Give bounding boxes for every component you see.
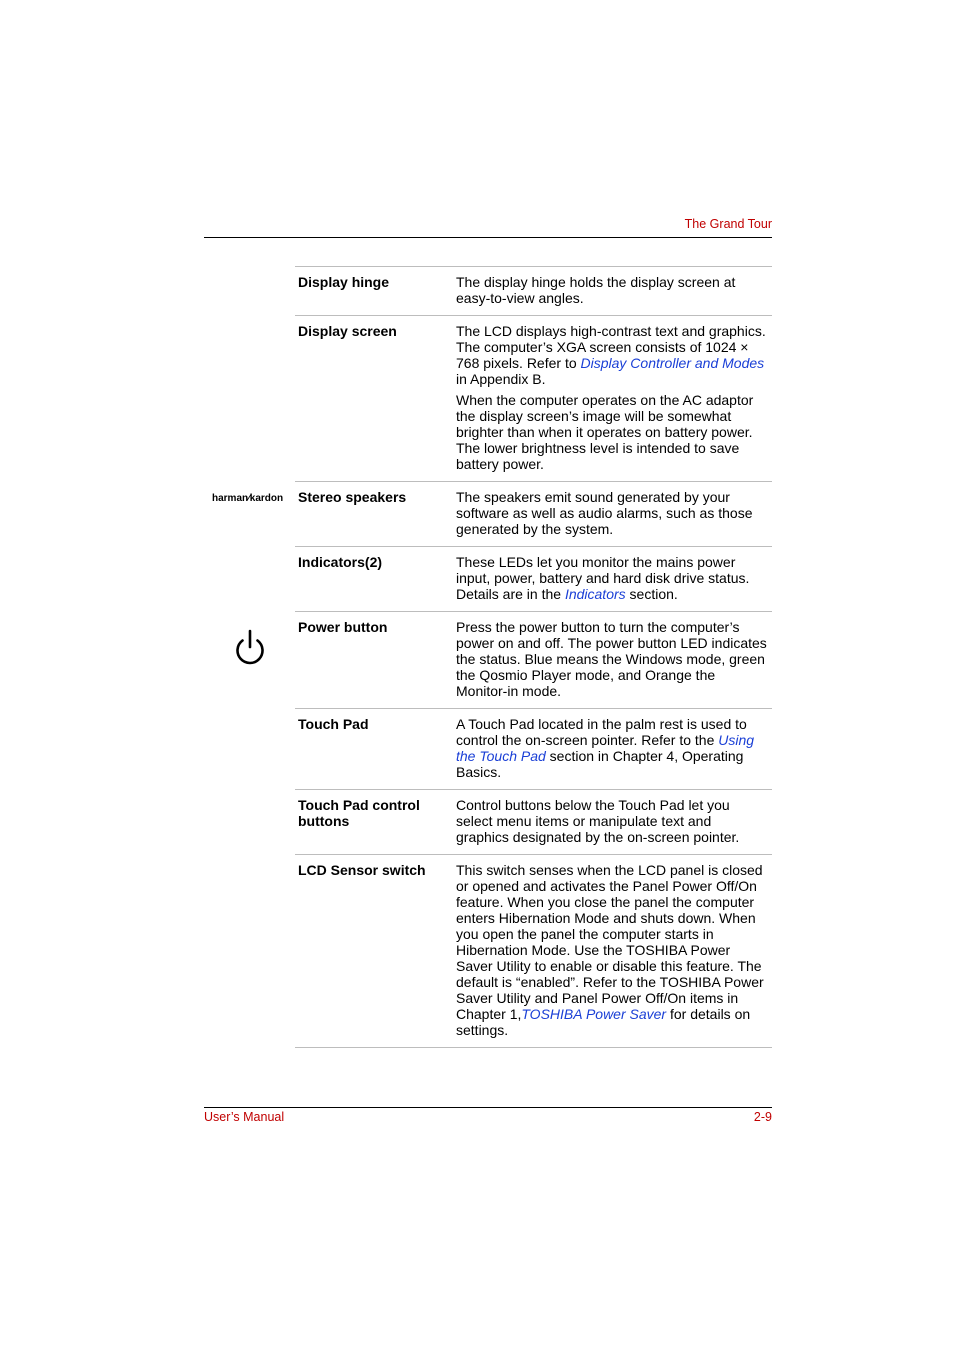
term-display-hinge: Display hinge <box>298 274 390 290</box>
description-text: section. <box>625 586 678 602</box>
harman-kardon-logo: harman⁄kardon <box>212 493 284 504</box>
table-row <box>295 790 772 855</box>
header-rule <box>204 237 772 238</box>
description-text: When the computer operates on the AC adaptor the display screen’s image will be somewhat brighter than when it operates on battery power. The lower brightness level is intended to save battery power. <box>456 392 754 472</box>
description-text: in Appendix B. <box>456 371 546 387</box>
desc-power-button <box>456 619 772 699</box>
footer-rule <box>204 1107 772 1108</box>
description-text: The LCD displays high-contrast text and graphics. The computer’s XGA screen consists of 1024 × 768 pixels. Refer to <box>456 323 766 371</box>
desc-indicators <box>456 554 772 602</box>
description-paragraph <box>456 392 768 472</box>
desc-display-screen <box>456 323 772 472</box>
term-touch-pad: Touch Pad <box>298 716 369 732</box>
description-paragraph <box>456 619 768 699</box>
page-number: 2-9 <box>753 1110 772 1124</box>
term-lcd-sensor-switch: LCD Sensor switch <box>298 862 426 878</box>
term-power-button: Power button <box>298 619 388 635</box>
term-display-screen: Display screen <box>298 323 397 339</box>
table-row <box>295 267 772 316</box>
power-icon <box>233 628 267 668</box>
description-text: This switch senses when the LCD panel is closed or opened and activates the Panel Power Off/On feature. When you close the panel the computer enters Hibernation Mode and shuts down. When you open the panel the computer starts in Hibernation Mode. Use the TOSHIBA Power Saver Utility to enable or disable this feature. The default is “enabled”. Refer to the TOSHIBA Power Saver Utility and Panel Power Off/On items in Chapter 1, <box>456 862 764 1022</box>
term-touch-pad-control-buttons: Touch Pad control buttons <box>298 797 420 829</box>
table-row <box>295 709 772 790</box>
description-paragraph <box>456 274 768 306</box>
description-paragraph <box>456 489 768 537</box>
cross-reference-link[interactable]: Indicators <box>564 586 626 602</box>
table-row <box>295 547 772 612</box>
running-header: The Grand Tour <box>684 217 772 231</box>
footer-manual-title: User’s Manual <box>204 1110 285 1124</box>
description-text: for details on settings. <box>456 1006 751 1038</box>
table-row <box>295 612 772 709</box>
table-row <box>295 855 772 1048</box>
description-paragraph <box>456 862 768 1038</box>
description-text: A Touch Pad located in the palm rest is used to control the on-screen pointer. Refer to the <box>456 716 747 748</box>
component-table <box>212 266 772 1048</box>
cross-reference-link[interactable]: Using the Touch Pad <box>456 732 755 764</box>
description-text: The speakers emit sound generated by your software as well as audio alarms, such as those generated by the system. <box>456 489 753 537</box>
cross-reference-link[interactable]: TOSHIBA Power Saver <box>521 1006 667 1022</box>
description-paragraph <box>456 797 768 845</box>
desc-lcd-sensor-switch <box>456 862 772 1038</box>
cross-reference-link[interactable]: Display Controller and Modes <box>580 355 765 371</box>
desc-display-hinge <box>456 274 772 306</box>
description-paragraph <box>456 716 768 780</box>
description-paragraph <box>456 323 768 387</box>
term-stereo-speakers: Stereo speakers <box>298 489 407 505</box>
description-text: Press the power button to turn the computer’s power on and off. The power button LED indicates the status. Blue means the Windows mode, green the Qosmio Player mode, and Orange the Monitor-in mode. <box>456 619 767 699</box>
description-paragraph <box>456 554 768 602</box>
table-row <box>212 482 772 547</box>
desc-touch-pad-control-buttons <box>456 797 772 845</box>
term-indicators: Indicators(2) <box>298 554 383 570</box>
description-text: These LEDs let you monitor the mains power input, power, battery and hard disk drive status. Details are in the <box>456 554 750 602</box>
description-text: The display hinge holds the display screen at easy-to-view angles. <box>456 274 736 306</box>
desc-touch-pad <box>456 716 772 780</box>
table-row <box>295 316 772 482</box>
description-text: section in Chapter 4, Operating Basics. <box>456 748 744 780</box>
description-text: Control buttons below the Touch Pad let you select menu items or manipulate text and graphics designated by the on-screen pointer. <box>456 797 740 845</box>
desc-stereo-speakers <box>456 489 772 537</box>
